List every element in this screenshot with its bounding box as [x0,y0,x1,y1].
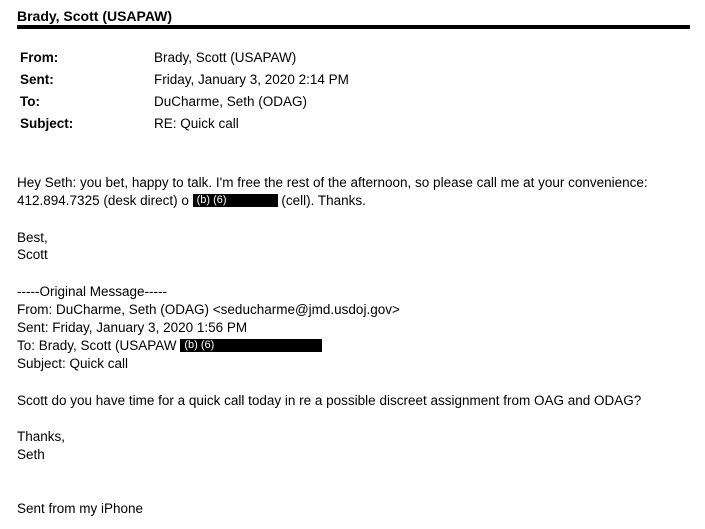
body-line-2-post: (cell). Thanks. [281,193,366,208]
original-from: From: DuCharme, Seth (ODAG) <seducharme@jmd.usdoj.gov> [17,302,400,317]
title-divider [17,25,690,29]
original-signature: Seth [17,447,45,462]
body-line-2-pre: 412.894.7325 (desk direct) o [17,193,189,208]
header-subject-label: Subject: [20,116,74,131]
header-to-value: DuCharme, Seth (ODAG) [154,94,308,109]
original-message: Scott do you have time for a quick call today in re a possible discreet assignment from OAG and ODAG? [17,393,642,408]
document-title: Brady, Scott (USAPAW) [17,8,173,24]
header-from-label: From: [20,50,59,65]
header-sent-label: Sent: [20,72,54,87]
reply-closing: Best, [17,230,48,245]
header-from-value: Brady, Scott (USAPAW) [154,50,297,65]
original-to [17,337,322,355]
header-sent-value: Friday, January 3, 2020 2:14 PM [154,72,349,87]
original-footer: Sent from my iPhone [17,501,144,516]
body-line-1: Hey Seth: you bet, happy to talk. I'm free the rest of the afternoon, so please call me at your convenience: [17,175,648,190]
header-to-label: To: [20,94,40,109]
body-line-2 [17,192,366,210]
original-to-text: To: Brady, Scott (USAPAW [17,338,177,353]
original-closing: Thanks, [17,429,66,444]
original-separator: -----Original Message----- [17,284,168,299]
original-subject: Subject: Quick call [17,356,129,371]
redaction-box: (b) (6) [193,194,278,207]
original-sent: Sent: Friday, January 3, 2020 1:56 PM [17,320,248,335]
header-subject-value: RE: Quick call [154,116,239,131]
redaction-box: (b) (6) [180,339,322,352]
reply-signature: Scott [17,247,48,262]
